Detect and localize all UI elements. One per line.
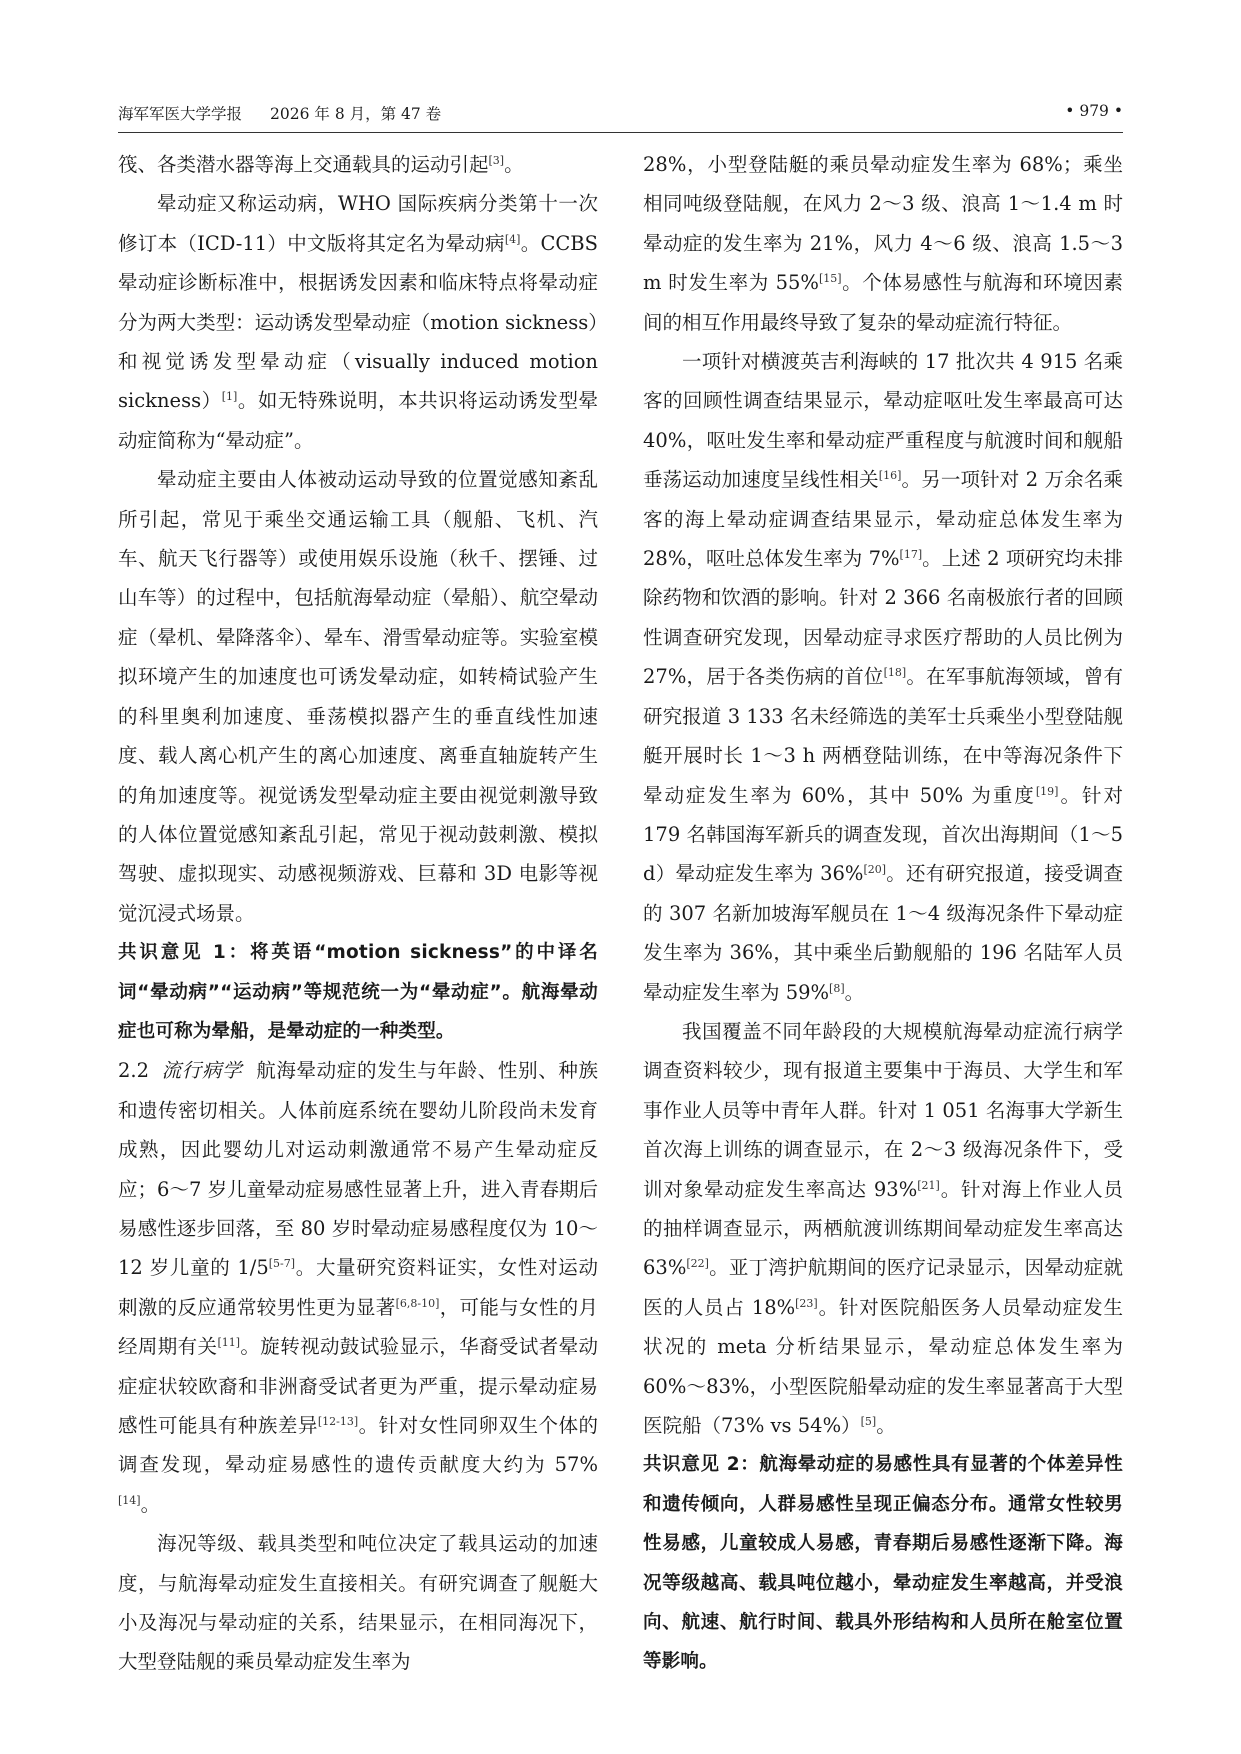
citation: [6,8-10] — [395, 1296, 440, 1310]
text-run: 一项针对横渡英吉利海峡的 17 批次共 4 915 名乘客的回顾性调查结果显示，晕动症呕吐发生率最高可达 40%，呕吐发生率和晕动症严重程度与航渡时间和舰船垂荡运动加速度呈线性相关 — [643, 350, 1123, 492]
text-run: 。另一项针对 2 万余名乘客的海上晕动症调查结果显示，晕动症总体发生率为 28%，呕吐总体发生率为 7% — [643, 468, 1123, 571]
running-header — [118, 102, 1123, 130]
citation: [1] — [221, 390, 238, 404]
text-run: 。 — [876, 1414, 896, 1437]
page-number: • 979 • — [1065, 102, 1123, 120]
citation: [3] — [488, 154, 505, 167]
citation: [22] — [686, 1257, 709, 1271]
text-run: 。旋转视动鼓试验显示，华裔受试者晕动症症状较欧裔和非洲裔受试者更为严重，提示晕动症易感性可能具有种族差异 — [118, 1335, 598, 1437]
text-run: 晕动症又称运动病，WHO 国际疾病分类第十一次修订本（ICD-11）中文版将其定名为晕动病 — [118, 192, 598, 255]
text-run: 。在军事航海领域，曾有研究报道 3 133 名未经筛选的美军士兵乘坐小型登陆舰艇开展时长 1～3 h 两栖登陆训练，在中等海况条件下晕动症发生率为 60%，其中 50% 为重度 — [643, 665, 1123, 807]
text-run: 。针对医院船医务人员晕动症发生状况的 meta 分析结果显示，晕动症总体发生率为 60%～83%，小型医院船晕动症的发生率显著高于大型医院船（73% vs 54%） — [643, 1295, 1123, 1437]
paragraph: 海况等级、载具类型和吨位决定了载具运动的加速度，与航海晕动症发生直接相关。有研究调查了舰艇大小及海况与晕动症的关系，结果显示，在相同海况下，大型登陆舰的乘员晕动症发生率为 — [118, 1532, 598, 1674]
citation: [8] — [829, 981, 845, 995]
text-run: 。上述 2 项研究均未排除药物和饮酒的影响。针对 2 366 名南极旅行者的回顾性调查研究发现，因晕动症寻求医疗帮助的人员比例为 27%，居于各类伤病的首位 — [643, 547, 1123, 689]
citation: [18] — [883, 666, 907, 680]
section-title: 流行病学 — [161, 1059, 243, 1083]
citation: [21] — [917, 1178, 940, 1192]
text-run: 航海晕动症的发生与年龄、性别、种族和遗传密切相关。人体前庭系统在婴幼儿阶段尚未发育成熟，因此婴幼儿对运动刺激通常不易产生晕动症反应；6～7 岁儿童晕动症易感性显著上升，进入青春期后易感性逐步回落，至 80 岁时晕动症易感程度仅为 10～12 岁儿童的 1/5 — [118, 1059, 598, 1280]
text-run: 。个体易感性与航海和环境因素间的相互作用最终导致了复杂的晕动症流行特征。 — [643, 271, 1123, 334]
text-run: 。针对 179 名韩国海军新兵的调查发现，首次出海期间（1～5 d）晕动症发生率为 36% — [643, 783, 1123, 886]
header-left — [118, 102, 441, 124]
right-column — [643, 145, 1123, 1682]
text-run: 。还有研究报道，接受调查的 307 名新加坡海军舰员在 1～4 级海况条件下晕动症发生率为 36%，其中乘坐后勤舰船的 196 名陆军人员晕动症发生率为 59% — [643, 862, 1123, 1004]
header-rule — [118, 132, 1123, 133]
paragraph — [643, 342, 1123, 1012]
text-run: 28%，小型登陆艇的乘员晕动症发生率为 68%；乘坐相同吨级登陆舰，在风力 2～3 级、浪高 1～1.4 m 时晕动症的发生率为 21%，风力 4～6 级、浪高 1.5～3 m 时发生率为 55% — [643, 153, 1123, 295]
citation: [5-7] — [268, 1257, 296, 1271]
text-run: 。 — [844, 980, 865, 1004]
text-run: 。亚丁湾护航期间的医疗记录显示，因晕动症就医的人员占 18% — [643, 1256, 1123, 1319]
section-number: 2.2 — [118, 1059, 150, 1083]
text-run: 。大量研究资料证实，女性对运动刺激的反应通常较男性更为显著 — [118, 1256, 598, 1319]
text-run: 。针对海上作业人员的抽样调查显示，两栖航渡训练期间晕动症发生率高达 63% — [643, 1177, 1123, 1280]
citation: [14] — [118, 1493, 141, 1507]
paragraph — [643, 145, 1123, 342]
citation: [17] — [899, 548, 923, 562]
paragraph — [118, 1051, 598, 1524]
citation: [15] — [818, 272, 842, 286]
paragraph — [118, 145, 598, 184]
paragraph — [643, 1012, 1123, 1445]
consensus-statement-1: 共识意见 1：将英语“motion sickness”的中译名词“晕动病”“运动病”等规范统一为“晕动症”。航海晕动症也可称为晕船，是晕动症的一种类型。 — [118, 942, 598, 1042]
text-run: 筏、各类潜水器等海上交通载具的运动引起 — [118, 153, 489, 176]
text-run: 。针对女性同卵双生个体的调查发现，晕动症易感性的遗传贡献度大约为 57% — [118, 1414, 598, 1477]
citation: [11] — [217, 1336, 241, 1350]
consensus-statement-2: 共识意见 2：航海晕动症的易感性具有显著的个体差异性和遗传倾向，人群易感性呈现正偏态分布。通常女性较男性易感，儿童较成人易感，青春期后易感性逐渐下降。海况等级越高、载具吨位越小，晕动症发生率越高，并受浪向、航速、航行时间、载具外形结构和人员所在舱室位置等影响。 — [643, 1454, 1123, 1673]
citation: [4] — [504, 232, 521, 246]
citation: [5] — [860, 1415, 877, 1428]
journal-name: 海军军医大学学报 — [118, 105, 243, 123]
text-run: 。如无特殊说明，本共识将运动诱发型晕动症简称为“晕动症”。 — [118, 389, 598, 452]
text-run: 我国覆盖不同年龄段的大规模航海晕动症流行病学调查资料较少，现有报道主要集中于海员、大学生和军事作业人员等中青年人群。针对 1 051 名海事大学新生首次海上训练的调查显示，在 2～3 级海况条件下，受训对象晕动症发生率高达 93% — [643, 1019, 1123, 1201]
paragraph — [118, 184, 598, 460]
citation: [12-13] — [317, 1415, 359, 1428]
citation: [19] — [1035, 784, 1059, 798]
paragraph: 晕动症主要由人体被动运动导致的位置觉感知紊乱所引起，常见于乘坐交通运输工具（舰船、飞机、汽车、航天飞行器等）或使用娱乐设施（秋千、摆锤、过山车等）的过程中，包括航海晕动症（晕船）、航空晕动症（晕机、晕降落伞）、晕车、滑雪晕动症等。实验室模拟环境产生的加速度也可诱发晕动症，如转椅试验产生的科里奥利加速度、垂荡模拟器产生的垂直线性加速度、载人离心机产生的离心加速度、离垂直轴旋转产生的角加速度等。视觉诱发型晕动症主要由视觉刺激导致的人体位置觉感知紊乱引起，常见于视动鼓刺激、模拟驾驶、虚拟现实、动感视频游戏、巨幕和 3D 电影等视觉沉浸式场景。 — [118, 468, 598, 925]
text-run: 。 — [140, 1492, 161, 1516]
text-run: 。 — [504, 153, 524, 176]
left-column — [118, 145, 598, 1682]
text-run: ，可能与女性的月经周期有关 — [118, 1295, 598, 1359]
text-run: 。CCBS 晕动症诊断标准中，根据诱发因素和临床特点将晕动症分为两大类型：运动诱发型晕动症（motion sickness）和视觉诱发型晕动症（visually induced motion sickness） — [118, 231, 598, 413]
citation: [20] — [863, 863, 887, 877]
citation: [23] — [795, 1296, 818, 1310]
citation: [16] — [878, 469, 902, 483]
issue-info: 2026 年 8 月，第 47 卷 — [270, 105, 442, 123]
